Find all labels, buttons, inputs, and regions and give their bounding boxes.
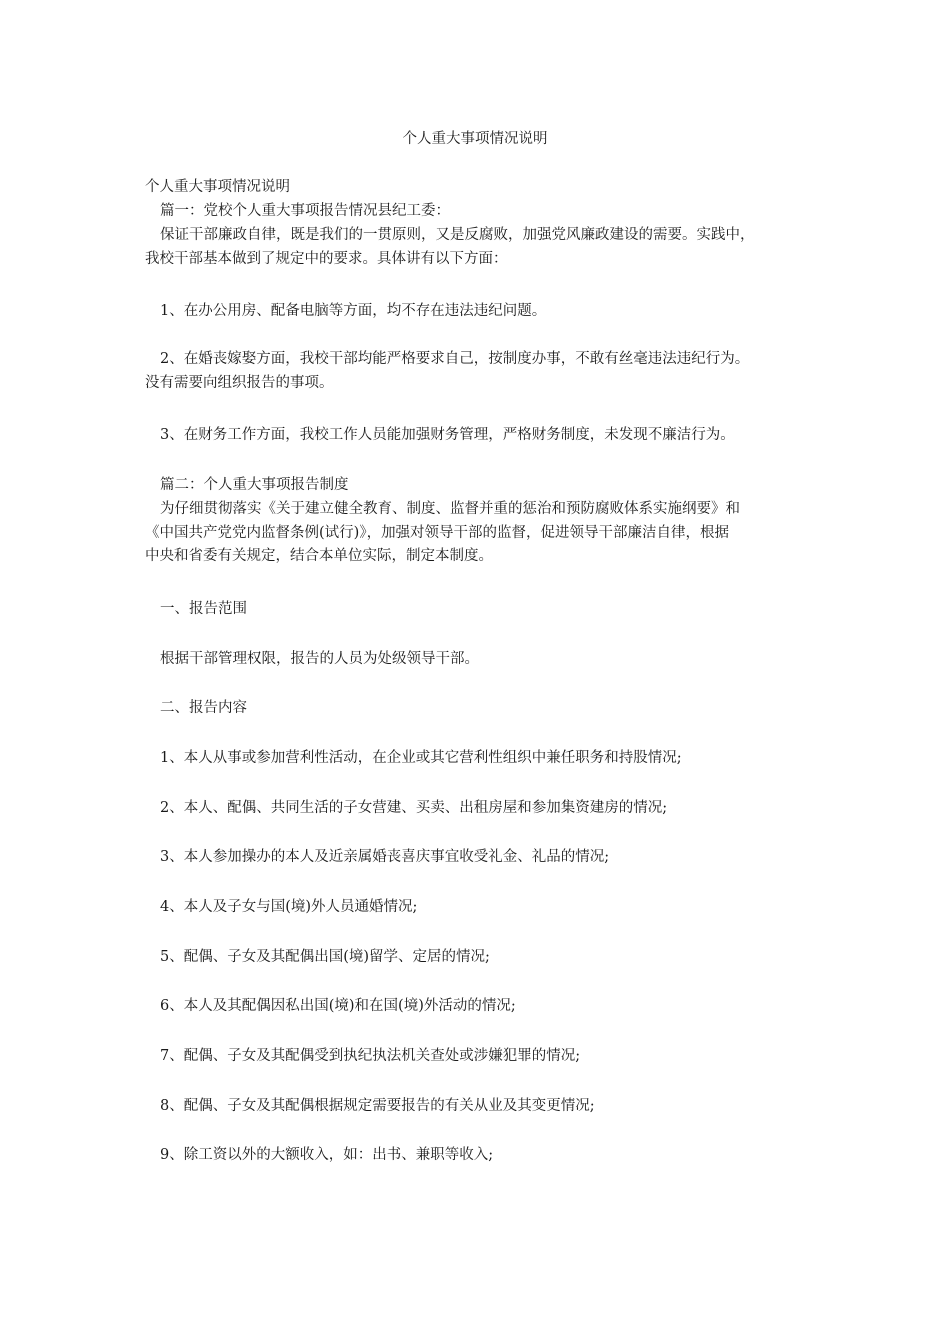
list-item: 7、配偶、子女及其配偶受到执纪执法机关查处或涉嫌犯罪的情况; — [160, 1048, 581, 1064]
part1-intro-line: 保证干部廉政自律，既是我们的一贯原则，又是反腐败，加强党风廉政建设的需要。实践中， — [160, 227, 755, 243]
part1-intro-line: 我校干部基本做到了规定中的要求。具体讲有以下方面： — [145, 250, 508, 267]
list-item: 4、本人及子女与国(境)外人员通婚情况; — [160, 899, 418, 915]
part1-heading: 篇一：党校个人重大事项报告情况县纪工委： — [160, 203, 450, 219]
part1-item-2-line: 没有需要向组织报告的事项。 — [145, 374, 334, 391]
list-item: 2、本人、配偶、共同生活的子女营建、买卖、出租房屋和参加集资建房的情况; — [160, 800, 668, 816]
list-item: 8、配偶、子女及其配偶根据规定需要报告的有关从业及其变更情况; — [160, 1098, 595, 1114]
list-item: 5、配偶、子女及其配偶出国(境)留学、定居的情况; — [160, 949, 490, 965]
part1-item-3: 3、在财务工作方面，我校工作人员能加强财务管理，严格财务制度，未发现不廉洁行为。 — [160, 427, 735, 443]
section1-text: 根据干部管理权限，报告的人员为处级领导干部。 — [160, 651, 479, 667]
part1-item-2-line: 2、在婚丧嫁娶方面，我校干部均能严格要求自己，按制度办事，不敢有丝毫违法违纪行为。 — [160, 351, 750, 367]
part2-intro-line: 《中国共产党党内监督条例(试行)》，加强对领导干部的监督，促进领导干部廉洁自律，根据 — [145, 524, 730, 541]
part2-intro-line: 为仔细贯彻落实《关于建立健全教育、制度、监督并重的惩治和预防腐败体系实施纲要》和 — [160, 501, 740, 517]
list-item: 1、本人从事或参加营利性活动，在企业或其它营利性组织中兼任职务和持股情况; — [160, 750, 682, 766]
document-subtitle: 个人重大事项情况说明 — [145, 179, 290, 195]
part2-intro — [145, 498, 810, 569]
section1-heading: 一、报告范围 — [160, 601, 247, 617]
part2-heading: 篇二：个人重大事项报告制度 — [160, 477, 349, 493]
section2-heading: 二、报告内容 — [160, 700, 247, 716]
document-title: 个人重大事项情况说明 — [402, 131, 548, 147]
list-item: 9、除工资以外的大额收入，如：出书、兼职等收入; — [160, 1147, 494, 1163]
part1-item-1: 1、在办公用房、配备电脑等方面，均不存在违法违纪问题。 — [160, 303, 547, 319]
part1-item-2 — [145, 348, 810, 395]
list-item: 6、本人及其配偶因私出国(境)和在国(境)外活动的情况; — [160, 998, 516, 1014]
list-item: 3、本人参加操办的本人及近亲属婚丧喜庆事宜收受礼金、礼品的情况; — [160, 849, 610, 865]
part2-intro-line: 中央和省委有关规定，结合本单位实际，制定本制度。 — [145, 548, 493, 564]
part1-intro — [145, 224, 810, 271]
